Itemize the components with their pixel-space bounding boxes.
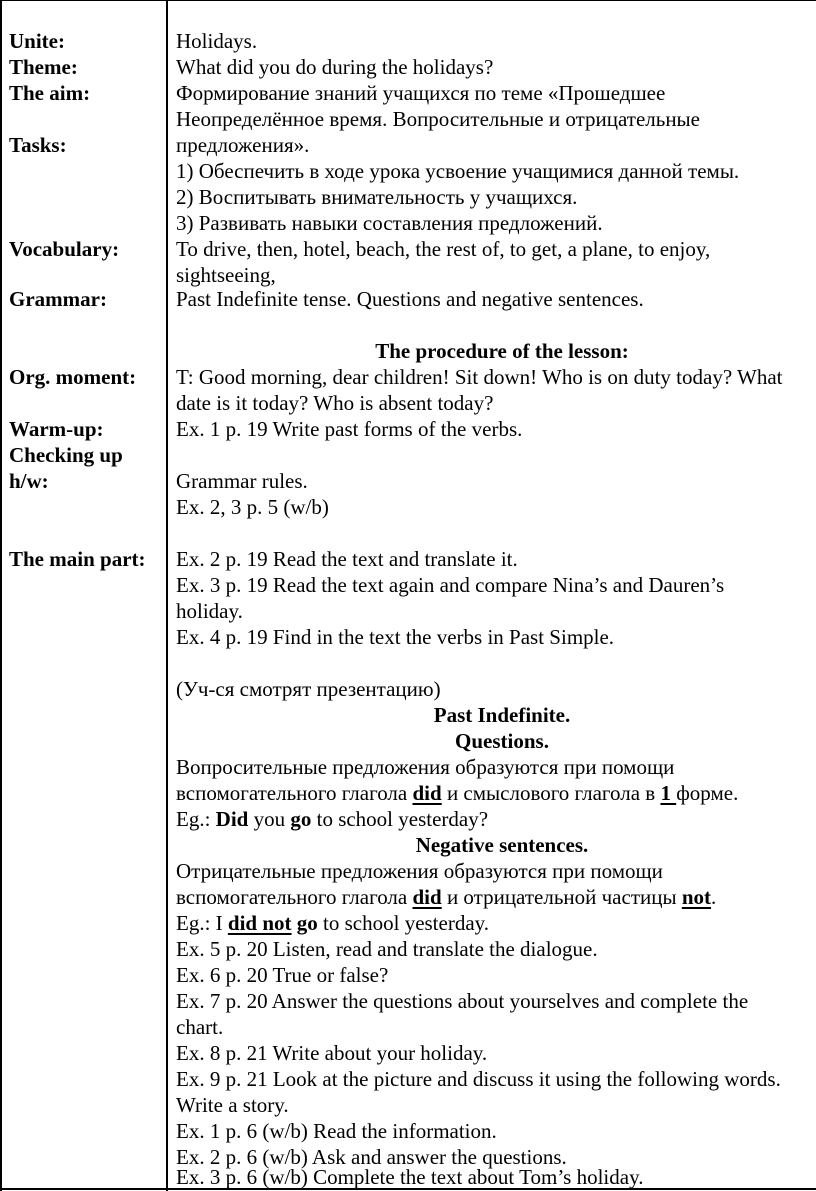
questions-rule: Вопросительные предложения образуются при помощи — [176, 755, 675, 779]
label-checking-hw-line1: Checking up — [9, 443, 123, 467]
exercise-item: Write a story. — [176, 1093, 289, 1117]
negative-rule: вспомогательного глагола did и отрицательной частицы not. — [176, 885, 717, 909]
org-moment-line: T: Good morning, dear children! Sit down! Who is on duty today? What — [176, 365, 783, 389]
past-indefinite-heading: Past Indefinite. — [433, 703, 571, 727]
label-aim: The aim: — [9, 81, 91, 105]
org-moment-line: date is it today? Who is absent today? — [176, 391, 494, 415]
questions-example: Eg.: Did you go to school yesterday? — [176, 807, 489, 831]
exercise-item: Ex. 7 p. 20 Answer the questions about yourselves and complete the — [176, 989, 749, 1013]
aim-line: предложения». — [176, 133, 310, 157]
table-left-border — [0, 0, 2, 1191]
workbook-exercise: Ex. 2 p. 6 (w/b) Ask and answer the questions. — [176, 1145, 567, 1169]
exercise-item: Ex. 9 p. 21 Look at the picture and discuss it using the following words. — [176, 1067, 781, 1091]
questions-heading: Questions. — [455, 729, 549, 753]
negative-example: Eg.: I did not go to school yesterday. — [176, 911, 490, 935]
label-org-moment: Org. moment: — [9, 365, 137, 389]
label-unite: Unite: — [9, 29, 65, 53]
procedure-heading: The procedure of the lesson: — [375, 339, 629, 363]
main-exercise: Ex. 4 p. 19 Find in the text the verbs in Past Simple. — [176, 625, 615, 649]
label-warm-up: Warm-up: — [9, 417, 104, 441]
table-column-divider — [166, 0, 168, 1191]
questions-rule: вспомогательного глагола did и смыслового глагола в 1 форме. — [176, 781, 739, 805]
table-top-border — [0, 0, 816, 1]
label-vocabulary: Vocabulary: — [9, 237, 120, 261]
exercise-item: Ex. 6 p. 20 True or false? — [176, 963, 389, 987]
exercise-item: Ex. 5 p. 20 Listen, read and translate the dialogue. — [176, 937, 598, 961]
vocabulary-line: To drive, then, hotel, beach, the rest of, to get, a plane, to enjoy, — [176, 237, 711, 261]
label-theme: Theme: — [9, 55, 78, 79]
presentation-note: (Уч-ся смотрят презентацию) — [176, 677, 441, 701]
label-main-part: The main part: — [9, 547, 146, 571]
negative-rule: Отрицательные предложения образуются при помощи — [176, 859, 663, 883]
aim-line: Формирование знаний учащихся по теме «Прошедшее — [176, 81, 666, 105]
main-exercise: holiday. — [176, 599, 243, 623]
label-checking-hw-line2: h/w: — [9, 469, 49, 493]
warm-up-exercise: Ex. 1 p. 19 Write past forms of the verbs. — [176, 417, 523, 441]
task-item: 2) Воспитывать внимательность у учащихся. — [176, 185, 578, 209]
task-item: 1) Обеспечить в ходе урока усвоение учащимися данной темы. — [176, 159, 740, 183]
vocabulary-line: sightseeing, — [176, 263, 276, 287]
main-exercise: Ex. 3 p. 19 Read the text again and compare Nina’s and Dauren’s — [176, 573, 725, 597]
negative-heading: Negative sentences. — [415, 833, 589, 857]
homework-line: Ex. 2, 3 p. 5 (w/b) — [176, 495, 329, 519]
label-grammar: Grammar: — [9, 287, 107, 311]
workbook-exercise: Ex. 3 p. 6 (w/b) Complete the text about Tom’s holiday. — [176, 1165, 644, 1189]
main-exercise: Ex. 2 p. 19 Read the text and translate it. — [176, 547, 518, 571]
grammar-value: Past Indefinite tense. Questions and negative sentences. — [176, 287, 644, 311]
homework-line: Grammar rules. — [176, 469, 308, 493]
exercise-item: chart. — [176, 1015, 224, 1039]
workbook-exercise: Ex. 1 p. 6 (w/b) Read the information. — [176, 1119, 497, 1143]
unite-value: Holidays. — [176, 29, 258, 53]
aim-line: Неопределённое время. Вопросительные и отрицательные — [176, 107, 700, 131]
theme-value: What did you do during the holidays? — [176, 55, 494, 79]
exercise-item: Ex. 8 p. 21 Write about your holiday. — [176, 1041, 488, 1065]
task-item: 3) Развивать навыки составления предложений. — [176, 211, 603, 235]
label-tasks: Tasks: — [9, 133, 67, 157]
